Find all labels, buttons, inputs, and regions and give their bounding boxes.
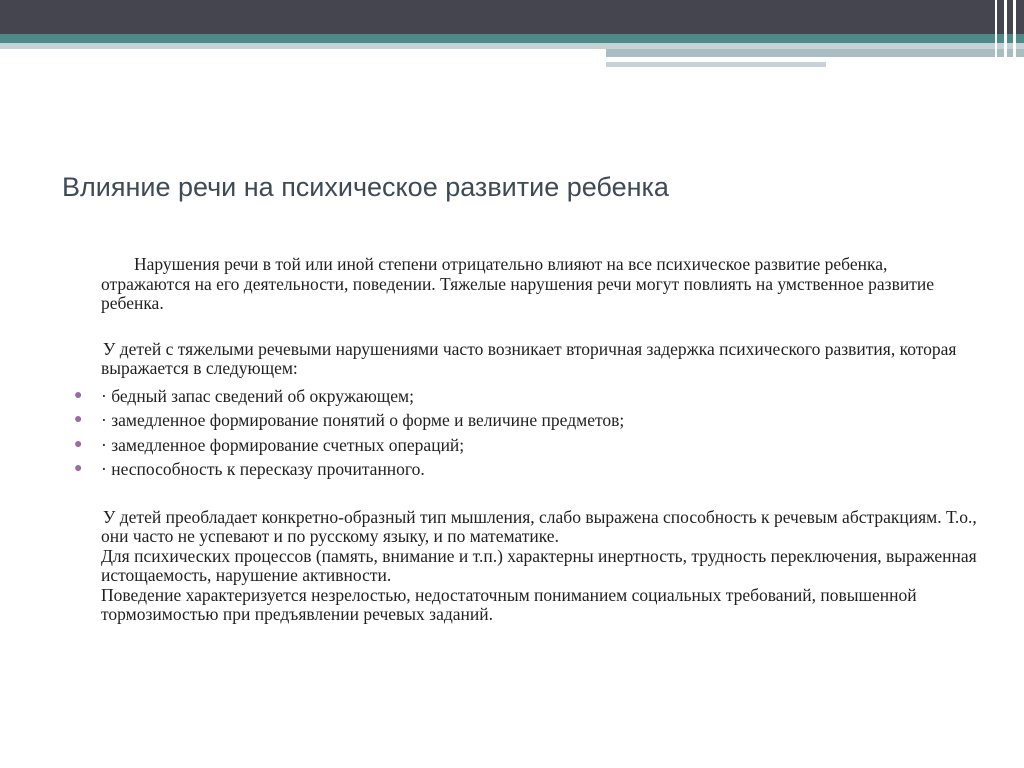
round-bullet-icon: ● <box>74 387 83 403</box>
round-bullet-icon: ● <box>74 461 83 476</box>
header-vertical-stripe <box>1013 0 1016 68</box>
list-item-text: · замедленное формирование счетных операций; <box>101 434 465 455</box>
header-vertical-stripe <box>995 0 997 68</box>
list-item <box>74 457 981 482</box>
list-item-text: · замедленное формирование понятий о форме и величине предметов; <box>101 410 625 430</box>
slide-title: Влияние речи на психическое развитие ребенка <box>62 172 669 202</box>
paragraph-mental-processes: Для психических процессов (память, внимание и т.п.) характерны инертность, трудность переключения, выраженная истощаемость, нарушение активности. <box>101 545 977 585</box>
list-item-text: · бедный запас сведений об окружающем; <box>101 385 414 406</box>
list-item <box>74 433 981 458</box>
slide-body <box>74 254 981 625</box>
header-vertical-stripe <box>1004 0 1007 68</box>
paragraph-behavior: Поведение характеризуется незрелостью, недостаточным пониманием социальных требований, повышенной тормозимостью при предъявлении речевых заданий. <box>101 584 917 624</box>
round-bullet-icon: ● <box>74 412 83 427</box>
round-bullet-icon: ● <box>74 436 83 452</box>
header-tab <box>606 49 1024 57</box>
paragraph-speech-disorders: Нарушения речи в той или иной степени отрицательно влияют на все психическое развитие ребенка, отражаются на его деятельности, поведении. Тяжелые нарушения речи могут повлиять на умственное развитие ребенка. <box>101 254 935 313</box>
list-item <box>74 408 981 433</box>
spacer <box>101 314 981 340</box>
header-band-teal <box>0 34 1024 43</box>
header-line-grey <box>606 62 826 67</box>
header-band-dark <box>0 0 1024 34</box>
paragraph-delay-intro: У детей с тяжелыми речевыми нарушениями часто возникает вторичная задержка психического развития, которая выражается в следующем: <box>101 338 957 378</box>
list-item-text: · неспособность к пересказу прочитанного. <box>101 459 425 479</box>
header-line-white <box>606 57 948 60</box>
list-item <box>74 384 981 409</box>
paragraph-thinking: У детей преобладает конкретно-образный тип мышления, слабо выражена способность к речевым абстракциям. Т.о., они часто не успевают и по русскому языку, и по математике. <box>101 506 977 546</box>
spacer <box>101 482 981 508</box>
bullet-list <box>74 384 981 482</box>
header-gap <box>0 49 606 52</box>
